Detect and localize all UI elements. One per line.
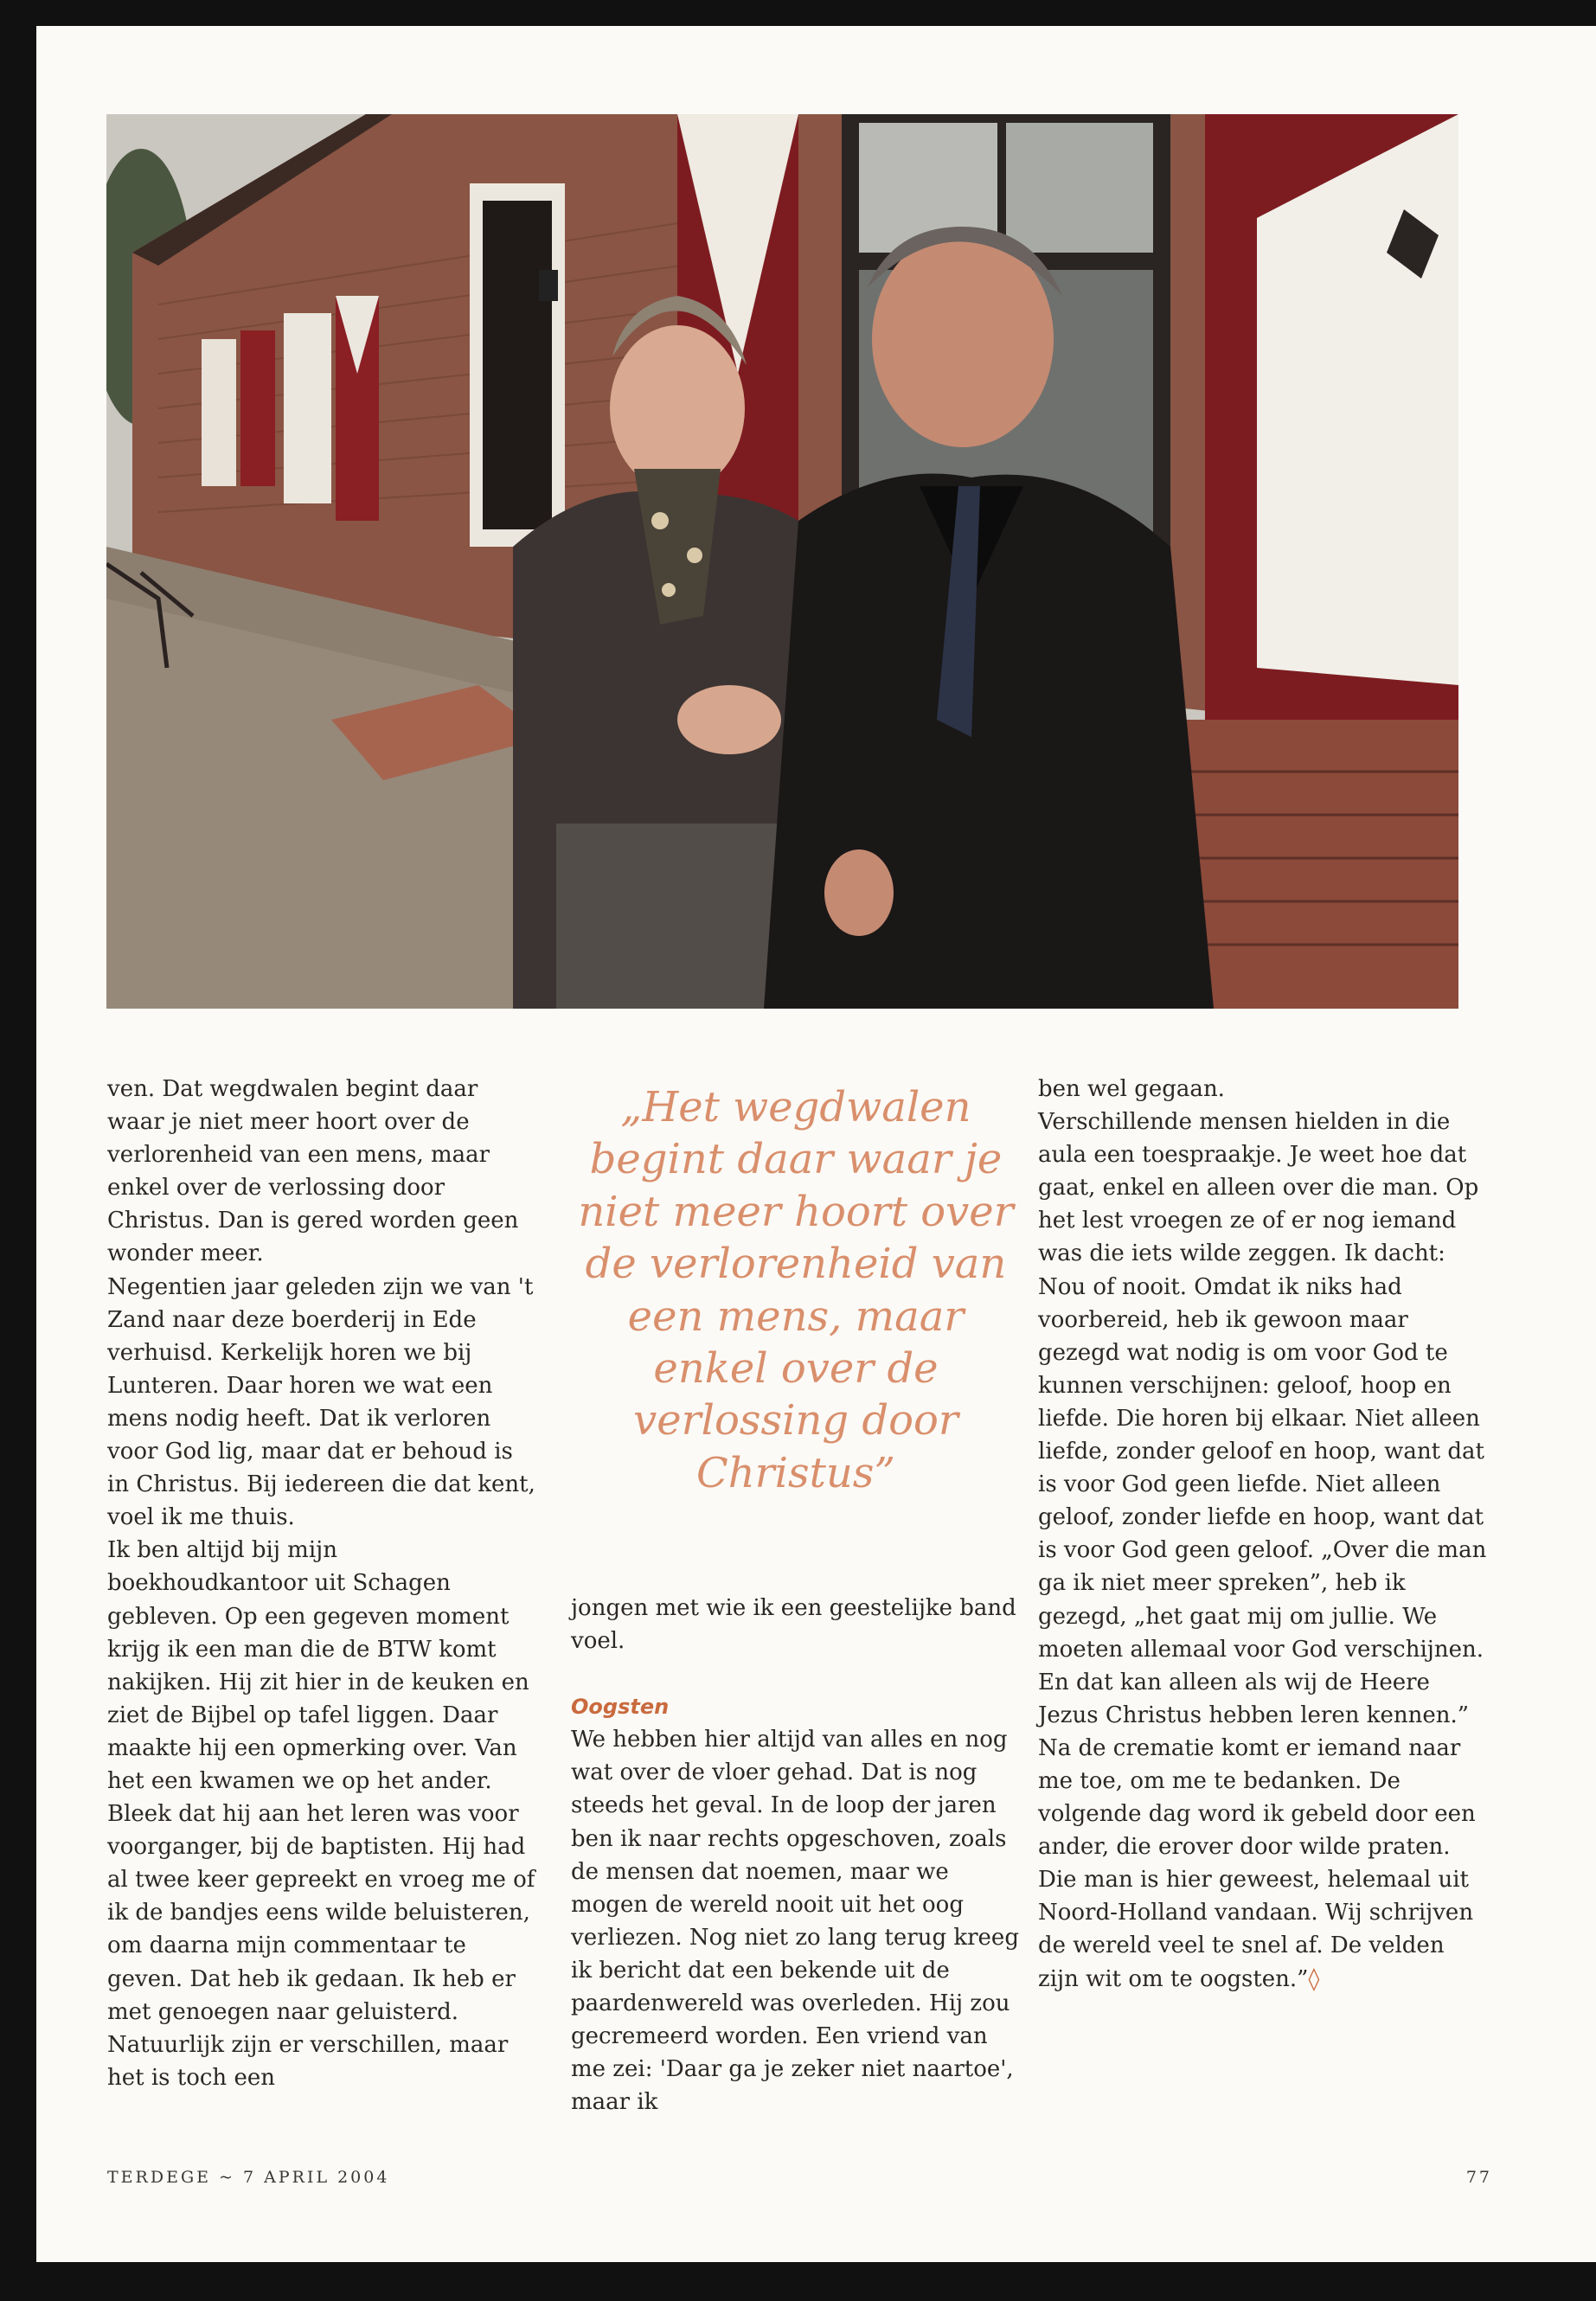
article-photo [106, 114, 1458, 1009]
paragraph: Verschillende mensen hielden in die aula een toespraakje. Je weet hoe dat gaat, enkel en alleen over die man. Op het lest vroegen ze of er nog iemand was die iets wilde zeggen. Ik dacht: Nou of nooit. Omdat ik niks had voorbereid, heb ik gewoon maar gezegd wat nodig is om voor God te kunnen verschijnen: geloof, hoop en liefde. Die horen bij elkaar. Niet alleen liefde, zonder geloof en hoop, want dat is voor God geen liefde. Niet alleen geloof, zonder liefde en hoop, want dat is voor God geen geloof. „Over die man ga ik niet meer spreken”, heb ik gezegd, „het gaat mij om jullie. We moeten allemaal voor God verschijnen. En dat kan alleen als wij de Heere Jezus Christus hebben leren kennen.” [1038, 1109, 1487, 1728]
article-column-middle [571, 1592, 1021, 2118]
end-mark-icon: ◊ [1308, 1965, 1320, 1992]
paragraph: Negentien jaar geleden zijn we van 't Zand naar deze boerderij in Ede verhuisd. Kerkelijk horen we bij Lunteren. Daar horen we wat een mens nodig heeft. Dat ik verloren voor God lig, maar dat er behoud is in Christus. Bij iedereen die dat kent, voel ik me thuis. [107, 1273, 535, 1531]
paragraph: Ik ben altijd bij mijn boekhoudkantoor uit Schagen gebleven. Op een gegeven moment krijg ik een man die de BTW komt nakijken. Hij zit hier in de keuken en ziet de Bijbel op tafel liggen. Daar maakte hij een opmerking over. Van het een kwamen we op het ander. Bleek dat hij aan het leren was voor voorganger, bij de baptisten. Hij had al twee keer gepreekt en vroeg me of ik de bandjes eens wilde beluisteren, om daarna mijn commentaar te geven. Dat heb ik gedaan. Ik heb er met genoegen naar geluisterd. Natuurlijk zijn er verschillen, maar het is toch een [107, 1537, 535, 2091]
paragraph [1038, 1732, 1488, 1996]
article-column-right [1038, 1073, 1488, 1996]
subhead-text: Oogsten [571, 1695, 670, 1720]
publication-footer: TERDEGE ~ 7 APRIL 2004 [107, 2168, 390, 2187]
paragraph-text: Na de crematie komt er iemand naar me toe, om me te bedanken. De volgende dag word ik gebeld door een ander, die erover door wilde praten. Die man is hier geweest, helemaal uit Noord-Holland vandaan. Wij schrijven de wereld veel te snel af. De velden zijn wit om te oogsten.” [1038, 1734, 1476, 1992]
paragraph: We hebben hier altijd van alles en nog wat over de vloer gehad. Dat is nog steeds het geval. In de loop der jaren ben ik naar rechts opgeschoven, zoals de mensen dat noemen, maar we mogen de wereld nooit uit het oog verliezen. Nog niet zo lang terug kreeg ik bericht dat een bekende uit de paardenwereld was overleden. Hij zou gecremeerd worden. Een vriend van me zei: 'Daar ga je zeker niet naartoe', maar ik [571, 1727, 1019, 2116]
paragraph: ven. Dat wegdwalen begint daar waar je niet meer hoort over de verlorenheid van een mens, maar enkel over de verlossing door Christus. Dan is gered worden geen wonder meer. [107, 1076, 519, 1267]
article-column-left [107, 1073, 540, 2094]
photo-illustration [106, 114, 1458, 1009]
section-subhead [571, 1690, 1021, 1723]
page-number: 77 [1465, 2168, 1492, 2187]
paragraph: ben wel gegaan. [1038, 1076, 1225, 1102]
paragraph: jongen met wie ik een geestelijke band voel. [571, 1595, 1016, 1655]
pull-quote: „Het wegdwalen begint daar waar je niet meer hoort over de verlorenheid van een mens, maar enkel over de verlossing door Christus” [578, 1083, 1014, 1497]
